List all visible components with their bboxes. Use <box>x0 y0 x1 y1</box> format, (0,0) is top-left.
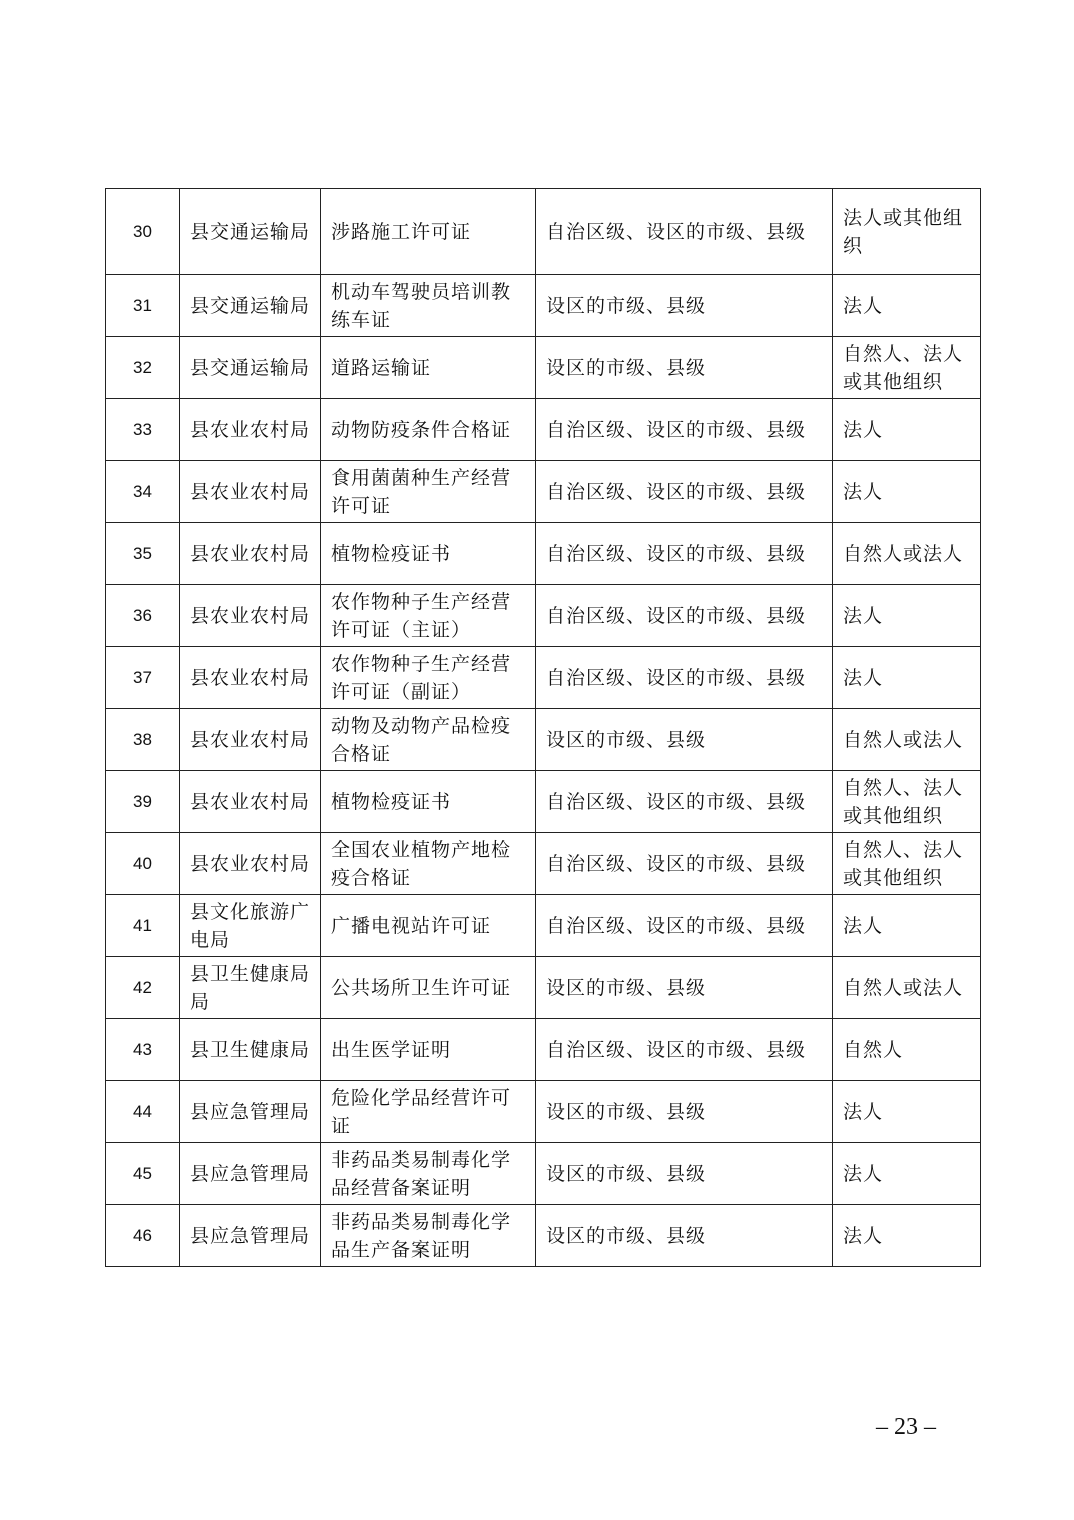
issuing-level-cell: 设区的市级、县级 <box>536 1143 833 1205</box>
holder-type-cell: 法人 <box>833 1205 981 1267</box>
department-cell: 县农业农村局 <box>180 833 321 895</box>
table-row <box>106 399 981 461</box>
row-number: 43 <box>106 1019 180 1081</box>
row-number: 30 <box>106 189 180 275</box>
certificate-name-cell: 食用菌菌种生产经营许可证 <box>321 461 536 523</box>
row-number: 34 <box>106 461 180 523</box>
holder-type-cell: 自然人、法人或其他组织 <box>833 833 981 895</box>
department-cell: 县农业农村局 <box>180 771 321 833</box>
certificate-name-cell: 植物检疫证书 <box>321 771 536 833</box>
row-number: 33 <box>106 399 180 461</box>
department-cell: 县卫生健康局 <box>180 1019 321 1081</box>
table-row <box>106 337 981 399</box>
department-cell: 县卫生健康局局 <box>180 957 321 1019</box>
holder-type-cell: 自然人或法人 <box>833 523 981 585</box>
table-row <box>106 771 981 833</box>
issuing-level-cell: 设区的市级、县级 <box>536 337 833 399</box>
department-cell: 县农业农村局 <box>180 585 321 647</box>
holder-type-cell: 自然人或法人 <box>833 957 981 1019</box>
permit-table <box>105 188 981 1267</box>
certificate-name-cell: 涉路施工许可证 <box>321 189 536 275</box>
issuing-level-cell: 自治区级、设区的市级、县级 <box>536 399 833 461</box>
department-cell: 县交通运输局 <box>180 275 321 337</box>
certificate-name-cell: 危险化学品经营许可证 <box>321 1081 536 1143</box>
issuing-level-cell: 设区的市级、县级 <box>536 1205 833 1267</box>
holder-type-cell: 法人 <box>833 399 981 461</box>
issuing-level-cell: 设区的市级、县级 <box>536 957 833 1019</box>
issuing-level-cell: 自治区级、设区的市级、县级 <box>536 1019 833 1081</box>
issuing-level-cell: 设区的市级、县级 <box>536 709 833 771</box>
table-row <box>106 833 981 895</box>
row-number: 36 <box>106 585 180 647</box>
certificate-name-cell: 广播电视站许可证 <box>321 895 536 957</box>
issuing-level-cell: 自治区级、设区的市级、县级 <box>536 585 833 647</box>
certificate-name-cell: 动物及动物产品检疫合格证 <box>321 709 536 771</box>
certificate-name-cell: 道路运输证 <box>321 337 536 399</box>
row-number: 39 <box>106 771 180 833</box>
department-cell: 县农业农村局 <box>180 461 321 523</box>
row-number: 31 <box>106 275 180 337</box>
row-number: 38 <box>106 709 180 771</box>
department-cell: 县应急管理局 <box>180 1205 321 1267</box>
page-number: – 23 – <box>876 1414 936 1440</box>
holder-type-cell: 法人 <box>833 647 981 709</box>
department-cell: 县交通运输局 <box>180 337 321 399</box>
issuing-level-cell: 自治区级、设区的市级、县级 <box>536 895 833 957</box>
row-number: 35 <box>106 523 180 585</box>
table-row <box>106 461 981 523</box>
table-row <box>106 189 981 275</box>
certificate-name-cell: 出生医学证明 <box>321 1019 536 1081</box>
holder-type-cell: 自然人 <box>833 1019 981 1081</box>
table-row <box>106 523 981 585</box>
issuing-level-cell: 自治区级、设区的市级、县级 <box>536 189 833 275</box>
row-number: 46 <box>106 1205 180 1267</box>
certificate-name-cell: 机动车驾驶员培训教练车证 <box>321 275 536 337</box>
department-cell: 县农业农村局 <box>180 399 321 461</box>
table-row <box>106 275 981 337</box>
issuing-level-cell: 自治区级、设区的市级、县级 <box>536 771 833 833</box>
row-number: 40 <box>106 833 180 895</box>
issuing-level-cell: 自治区级、设区的市级、县级 <box>536 833 833 895</box>
table-row <box>106 647 981 709</box>
holder-type-cell: 法人 <box>833 585 981 647</box>
issuing-level-cell: 自治区级、设区的市级、县级 <box>536 523 833 585</box>
issuing-level-cell: 设区的市级、县级 <box>536 275 833 337</box>
table-row <box>106 895 981 957</box>
department-cell: 县文化旅游广电局 <box>180 895 321 957</box>
table-row <box>106 957 981 1019</box>
table-row <box>106 1081 981 1143</box>
row-number: 44 <box>106 1081 180 1143</box>
table-row <box>106 709 981 771</box>
holder-type-cell: 自然人、法人或其他组织 <box>833 337 981 399</box>
row-number: 45 <box>106 1143 180 1205</box>
holder-type-cell: 法人 <box>833 275 981 337</box>
row-number: 42 <box>106 957 180 1019</box>
issuing-level-cell: 设区的市级、县级 <box>536 1081 833 1143</box>
table-row <box>106 1019 981 1081</box>
certificate-name-cell: 非药品类易制毒化学品生产备案证明 <box>321 1205 536 1267</box>
department-cell: 县农业农村局 <box>180 647 321 709</box>
holder-type-cell: 自然人、法人或其他组织 <box>833 771 981 833</box>
issuing-level-cell: 自治区级、设区的市级、县级 <box>536 647 833 709</box>
issuing-level-cell: 自治区级、设区的市级、县级 <box>536 461 833 523</box>
department-cell: 县农业农村局 <box>180 709 321 771</box>
holder-type-cell: 法人或其他组织 <box>833 189 981 275</box>
row-number: 41 <box>106 895 180 957</box>
holder-type-cell: 自然人或法人 <box>833 709 981 771</box>
table-row <box>106 1143 981 1205</box>
certificate-name-cell: 农作物种子生产经营许可证（副证） <box>321 647 536 709</box>
department-cell: 县交通运输局 <box>180 189 321 275</box>
row-number: 37 <box>106 647 180 709</box>
row-number: 32 <box>106 337 180 399</box>
department-cell: 县应急管理局 <box>180 1081 321 1143</box>
certificate-name-cell: 公共场所卫生许可证 <box>321 957 536 1019</box>
holder-type-cell: 法人 <box>833 895 981 957</box>
certificate-name-cell: 植物检疫证书 <box>321 523 536 585</box>
certificate-name-cell: 动物防疫条件合格证 <box>321 399 536 461</box>
certificate-name-cell: 农作物种子生产经营许可证（主证） <box>321 585 536 647</box>
table-row <box>106 585 981 647</box>
holder-type-cell: 法人 <box>833 1081 981 1143</box>
certificate-name-cell: 非药品类易制毒化学品经营备案证明 <box>321 1143 536 1205</box>
table-row <box>106 1205 981 1267</box>
holder-type-cell: 法人 <box>833 461 981 523</box>
department-cell: 县应急管理局 <box>180 1143 321 1205</box>
certificate-name-cell: 全国农业植物产地检疫合格证 <box>321 833 536 895</box>
holder-type-cell: 法人 <box>833 1143 981 1205</box>
department-cell: 县农业农村局 <box>180 523 321 585</box>
